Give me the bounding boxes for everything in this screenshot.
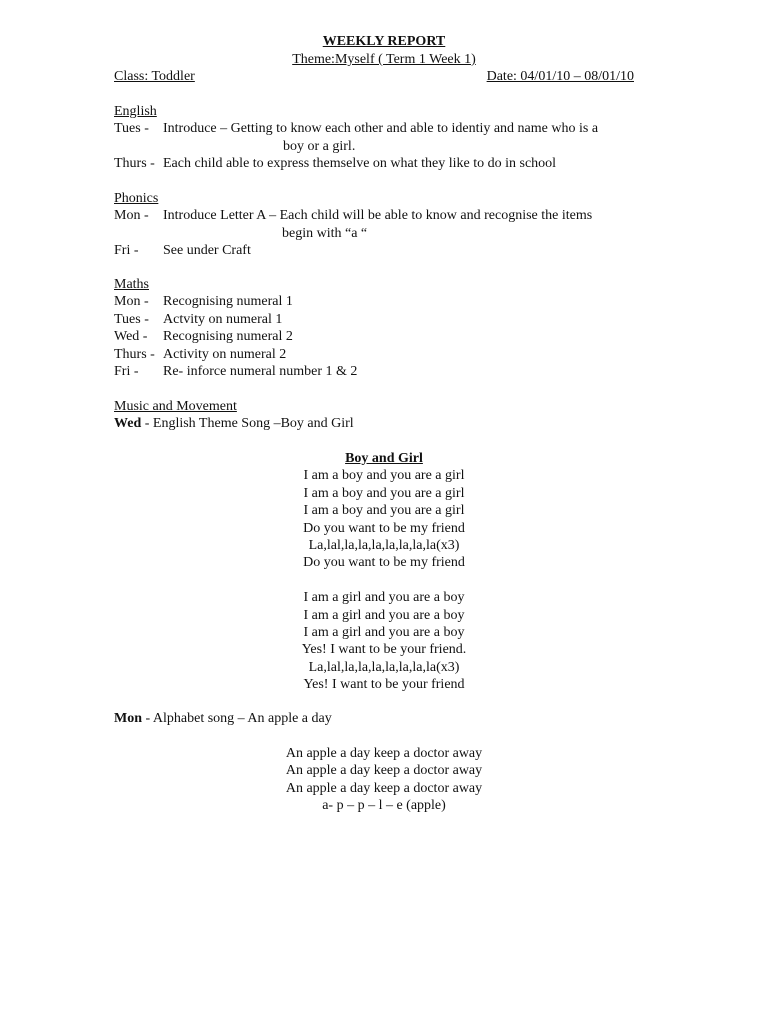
- phonics-section: [114, 190, 674, 260]
- lyric-line: I am a girl and you are a boy: [303, 590, 465, 606]
- day-label: Tues -: [114, 311, 149, 327]
- report-title: WEEKLY REPORT: [322, 34, 446, 49]
- music-wed-line: [114, 415, 674, 432]
- item-cont-text: begin with “a “: [282, 225, 368, 241]
- item-text: See under Craft: [163, 243, 251, 259]
- report-theme: Theme:Myself ( Term 1 Week 1): [292, 52, 476, 67]
- song-title: Boy and Girl: [345, 451, 423, 466]
- lyric-line: I am a girl and you are a boy: [303, 624, 465, 640]
- english-item: [114, 120, 674, 137]
- music-mon-section: [114, 710, 674, 727]
- item-text: Introduce – Getting to know each other and able to identiy and name who is a: [163, 121, 599, 137]
- class-label: Class: Toddler: [114, 69, 195, 84]
- day-label: Wed -: [114, 329, 148, 345]
- song-apple-a-day: [0, 745, 768, 815]
- lyric-line: Yes! I want to be your friend.: [301, 642, 467, 658]
- day-label: Fri -: [114, 364, 139, 380]
- lyric-line: La,lal,la,la,la,la,la,la,la(x3): [308, 537, 460, 553]
- lyric-line: Do you want to be my friend: [303, 520, 465, 536]
- item-text: - Alphabet song – An apple a day: [142, 711, 332, 726]
- item-text: - English Theme Song –Boy and Girl: [141, 416, 354, 432]
- music-section: [114, 398, 674, 433]
- lyric-line: Yes! I want to be your friend: [303, 677, 465, 693]
- maths-item: [114, 346, 674, 363]
- day-label: Thurs -: [114, 346, 155, 362]
- phonics-item: [114, 207, 674, 224]
- item-text: Re- inforce numeral number 1 & 2: [163, 364, 358, 380]
- lyric-line: An apple a day keep a doctor away: [285, 746, 483, 761]
- lyric-line: a- p – p – l – e (apple): [322, 798, 446, 814]
- lyric-line: I am a girl and you are a boy: [303, 607, 465, 623]
- day-label: Wed: [114, 416, 142, 432]
- item-cont-text: boy or a girl.: [283, 138, 356, 154]
- music-heading: Music and Movement: [114, 399, 237, 414]
- maths-item: [114, 363, 674, 380]
- lyric-line: I am a boy and you are a girl: [303, 503, 465, 519]
- item-text: Actvity on numeral 1: [163, 311, 283, 327]
- maths-item: [114, 311, 674, 328]
- item-text: Activity on numeral 2: [163, 346, 287, 362]
- day-label: Mon: [114, 711, 142, 726]
- music-mon-line: [114, 710, 674, 727]
- item-text: Introduce Letter A – Each child will be able to know and recognise the items: [163, 208, 593, 224]
- maths-section: [114, 276, 674, 380]
- day-label: Tues -: [114, 121, 149, 137]
- day-label: Mon -: [114, 208, 149, 224]
- english-heading: English: [114, 104, 157, 119]
- item-text: Each child able to express themselve on what they like to do in school: [163, 156, 557, 172]
- day-label: Mon -: [114, 294, 149, 310]
- item-text: Recognising numeral 1: [163, 294, 293, 310]
- day-label: Thurs -: [114, 156, 155, 172]
- phonics-heading: Phonics: [114, 191, 159, 206]
- item-continuation: [114, 225, 674, 242]
- lyric-line: I am a boy and you are a girl: [303, 468, 465, 484]
- phonics-item: [114, 242, 674, 259]
- blank-line: [0, 572, 768, 589]
- date-label: Date: 04/01/10 – 08/01/10: [486, 69, 634, 84]
- maths-heading: Maths: [114, 277, 149, 292]
- lyric-line: Do you want to be my friend: [303, 555, 465, 571]
- lyric-line: An apple a day keep a doctor away: [285, 780, 483, 796]
- song-boy-and-girl: [0, 450, 768, 693]
- english-item: [114, 155, 674, 172]
- maths-item: [114, 328, 674, 345]
- item-text: Recognising numeral 2: [163, 329, 293, 345]
- class-date-line: [114, 68, 634, 85]
- day-label: Fri -: [114, 243, 139, 259]
- lyric-line: An apple a day keep a doctor away: [285, 763, 483, 779]
- lyric-line: La,lal,la,la,la,la,la,la,la(x3): [308, 659, 460, 675]
- lyric-line: I am a boy and you are a girl: [303, 485, 465, 501]
- item-continuation: [114, 138, 674, 155]
- maths-item: [114, 293, 674, 310]
- english-section: [114, 103, 674, 173]
